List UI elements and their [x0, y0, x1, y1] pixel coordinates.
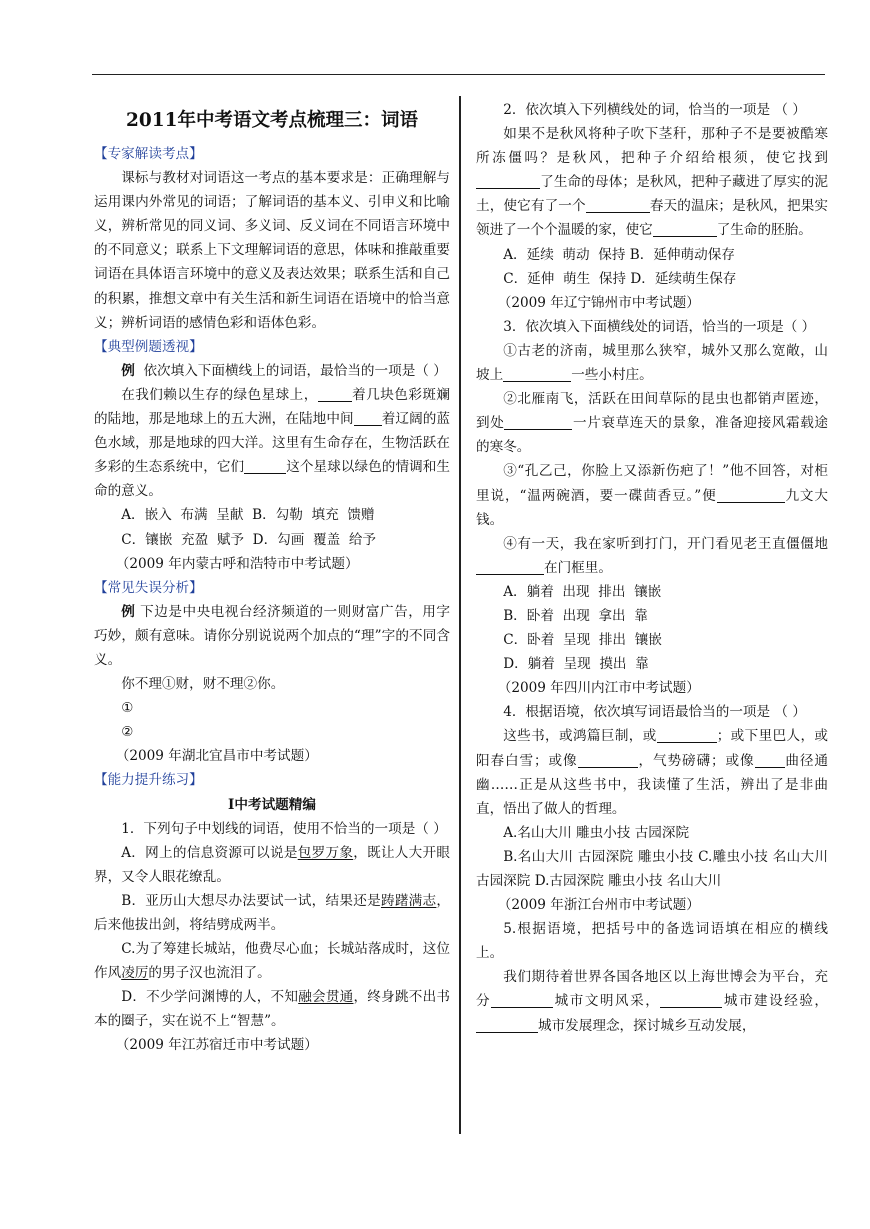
q3-item-3-text: ③“孔乙己，你脸上又添新伤疤了！”他不回答，对柜里说，“温两碗酒，要一碟茴香豆。”便	[476, 463, 828, 504]
q1-a-text-end: ，既让人大开眼界，又令人眼花缭乱。	[94, 844, 451, 885]
q1-d-text: D．不少学问渊博的人，不知	[121, 989, 299, 1006]
question-3-option-a: A．躺着 出现 排出 镶嵌	[503, 583, 662, 600]
question-1-option-b	[94, 889, 450, 937]
blank	[586, 197, 650, 213]
section-head-typical: 【典型例题透视】	[94, 338, 203, 355]
example-option-cd: C．镶嵌 充盈 赋予 D．勾画 覆盖 给予	[121, 531, 377, 548]
question-2-source: （2009 年辽宁锦州市中考试题）	[497, 294, 700, 311]
mistake-label: 例	[121, 603, 136, 620]
q3-item-1-text: ①古老的济南，城里那么狭窄，城外又那么宽敞，山坡上	[476, 342, 828, 384]
question-4-source: （2009 年浙江台州市中考试题）	[497, 897, 700, 914]
q3-item-4-text: ④有一天，我在家听到打门，开门看见老王直僵僵地	[503, 535, 828, 552]
question-4-option-bcd: B.名山大川 古园深院 雕虫小技 C.雕虫小技 名山大川 古园深院 D.古园深院 雕虫小技 名山大川	[476, 848, 828, 889]
question-1-option-c	[94, 937, 450, 985]
example-passage-4: 这个星球以绿色的情调和生命的意义。	[94, 459, 451, 500]
q3-item-1-end: 一些小村庄。	[571, 367, 653, 384]
q3-item-4-end: 在门框里。	[544, 559, 612, 576]
section-head-expert: 【专家解读考点】	[94, 146, 203, 162]
question-1: 1．下列句子中划线的词语，使用不恰当的一项是（ ）	[121, 820, 447, 837]
question-2-option-cd: C．延伸 萌生 保持 D．延续萌生保存	[503, 270, 737, 287]
question-3-source: （2009 年四川内江市中考试题）	[497, 680, 700, 697]
mistake-question-text: 下边是中央电视台经济频道的一则财富广告，用字巧妙，颇有意味。请你分别说说两个加点的“理”字的不同含义。	[94, 603, 451, 668]
question-5: 5.根据语境，把括号中的备选词语填在相应的横线上。	[476, 921, 828, 962]
q5-passage-1: 我们期待着世界各国各地区以上海世博会为平台，充分	[476, 969, 828, 1010]
right-column	[476, 98, 828, 1038]
column-divider	[459, 96, 461, 1134]
example-question-text: 依次填入下面横线上的词语，最恰当的一项是（ ）	[143, 362, 447, 379]
blank	[491, 992, 553, 1008]
q5-passage-3: 城市建设经验，	[722, 993, 829, 1010]
blank	[653, 221, 717, 237]
q4-passage-3: ，气势磅礴；或像	[637, 752, 755, 769]
practice-subtitle: Ⅰ中考试题精编	[228, 796, 316, 813]
q2-passage-1: 如果不是秋风将种子吹下茎秆，那种子不是要被酷寒所冻僵吗？是秋风，把种子介绍给根须，使它找到	[476, 126, 828, 167]
mistake-ad: 你不理①财，财不理②你。	[121, 676, 285, 693]
expert-paragraph: 课标与教材对词语这一考点的基本要求是：正确理解与运用课内外常见的词语；了解词语的基本义、引申义和比喻义，辨析常见的同义词、多义词、反义词在不同语言环境中的不同意义；联系上下文理解词语的意思，体味和推敲重要词语在具体语言环境中的意义及表达效果；联系生活和自己的积累，推想文章中有关生活和新生词语在语境中的恰当意义；辨析词语的感情色彩和语体色彩。	[94, 170, 450, 331]
question-3-option-d: D．躺着 呈现 摸出 靠	[503, 656, 649, 673]
question-2: 2．依次填入下列横线处的词，恰当的一项是 （ ）	[503, 102, 806, 118]
mistake-answer-1: ①	[121, 700, 134, 717]
example-passage-2: 着几块色彩斑斓的陆地，那是地球上的五大洲，在陆地中间	[94, 386, 451, 428]
question-2-option-ab: A．延续 萌动 保持 B．延伸萌动保存	[503, 246, 735, 263]
blank	[244, 458, 286, 474]
blank	[755, 752, 785, 768]
question-3: 3．依次填入下面横线处的词语，恰当的一项是（ ）	[503, 318, 816, 335]
q1-b-text-end: ，后来他拔出剑，将结劈成两半。	[94, 892, 450, 933]
blank	[657, 727, 717, 743]
underlined-word: 凌厉	[121, 965, 149, 982]
question-3-item-3	[476, 459, 828, 531]
q3-item-2-end: 一片衰草连天的景象，准备迎接风霜载途的寒冬。	[476, 415, 829, 456]
q4-passage-4: 曲径通幽……正是从这些书中，我读懂了生活，辨出了是非曲直，悟出了做人的哲理。	[476, 752, 829, 817]
example-option-ab: A．嵌入 布满 呈献 B．勾勒 填充 馈赠	[121, 507, 375, 524]
blank	[476, 559, 544, 575]
question-3-item-1	[476, 339, 828, 387]
example-label: 例	[121, 362, 135, 379]
q3-item-3-end: 九文大钱。	[476, 487, 829, 528]
question-4-option-a: A.名山大川 雕虫小技 古园深院	[503, 824, 690, 841]
blank	[717, 487, 785, 503]
example-passage-3: 着辽阔的蓝色水域，那是地球的四大洋。这里有生命存在，生物活跃在多彩的生态系统中，它们	[94, 411, 451, 476]
underlined-word: 融会贯通	[298, 989, 354, 1006]
q2-passage-4: 了生命的胚胎。	[716, 222, 812, 239]
page-title: 2011年中考语文考点梳理三：词语	[126, 110, 418, 131]
blank	[578, 752, 638, 768]
example-source: （2009 年内蒙古呼和浩特市中考试题）	[115, 555, 359, 572]
blank	[504, 414, 572, 430]
question-4: 4．根据语境，依次填写词语最恰当的一项是 （ ）	[503, 704, 806, 721]
question-3-item-2	[476, 387, 828, 459]
q2-passage-3: 春天的温床；是秋风，把果实领进了一个个温暖的家，使它	[476, 198, 829, 239]
question-3-option-b: B．卧着 出现 拿出 靠	[503, 607, 648, 624]
left-column	[94, 98, 450, 1058]
section-head-mistake: 【常见失误分析】	[94, 579, 203, 596]
question-3-option-c: C．卧着 呈现 排出 镶嵌	[503, 632, 662, 649]
q4-passage-2: ；或下里巴人，或阳春白雪；或像	[476, 728, 829, 769]
question-4-passage	[476, 724, 828, 820]
question-2-passage	[476, 122, 828, 242]
mistake-source: （2009 年湖北宜昌市中考试题）	[115, 748, 318, 765]
question-3-item-4	[476, 532, 828, 580]
q1-d-text-end: ，终身跳不出书本的圈子，实在说不上“智慧”。	[94, 989, 451, 1030]
q1-c-text-end: 的男子汉也流泪了。	[148, 965, 271, 982]
underlined-word: 包罗万象	[297, 844, 354, 861]
blank	[476, 173, 540, 189]
mistake-question	[94, 600, 450, 672]
example-passage-1: 在我们赖以生存的绿色星球上，	[121, 386, 318, 403]
question-1-option-a	[94, 841, 450, 889]
blank	[503, 366, 571, 382]
example-question	[94, 359, 450, 383]
blank	[354, 410, 382, 426]
blank	[476, 1017, 538, 1033]
blank	[660, 992, 722, 1008]
q2-passage-2: 了生命的母体；是秋风，把种子藏进了厚实的泥土，使它有了一个	[476, 174, 828, 215]
q1-c-text: C.为了筹建长城站，他费尽心血；长城站落成时，这位作风	[94, 941, 450, 982]
q5-passage-2: 城市文明风采，	[553, 993, 661, 1010]
question-1-option-d	[94, 985, 450, 1033]
q1-a-text: A．网上的信息资源可以说是	[121, 844, 298, 861]
blank	[318, 386, 352, 402]
example-passage	[94, 383, 450, 503]
q3-item-2-text: ②北雁南飞，活跃在田间草际的昆虫也都销声匿迹，到处	[476, 391, 828, 432]
section-head-practice: 【能力提升练习】	[94, 772, 203, 789]
question-5-passage	[476, 965, 828, 1037]
q4-passage-1: 这些书，或鸿篇巨制，或	[503, 728, 657, 745]
question-1-source: （2009 年江苏宿迁市中考试题）	[115, 1037, 318, 1054]
header-rule	[92, 74, 825, 75]
mistake-answer-2: ②	[121, 724, 134, 741]
q5-passage-4: 城市发展理念，探讨城乡互动发展，	[538, 1017, 756, 1034]
underlined-word: 踌躇满志	[380, 892, 437, 909]
q1-b-text: B．亚历山大想尽办法要试一试，结果还是	[121, 892, 381, 909]
